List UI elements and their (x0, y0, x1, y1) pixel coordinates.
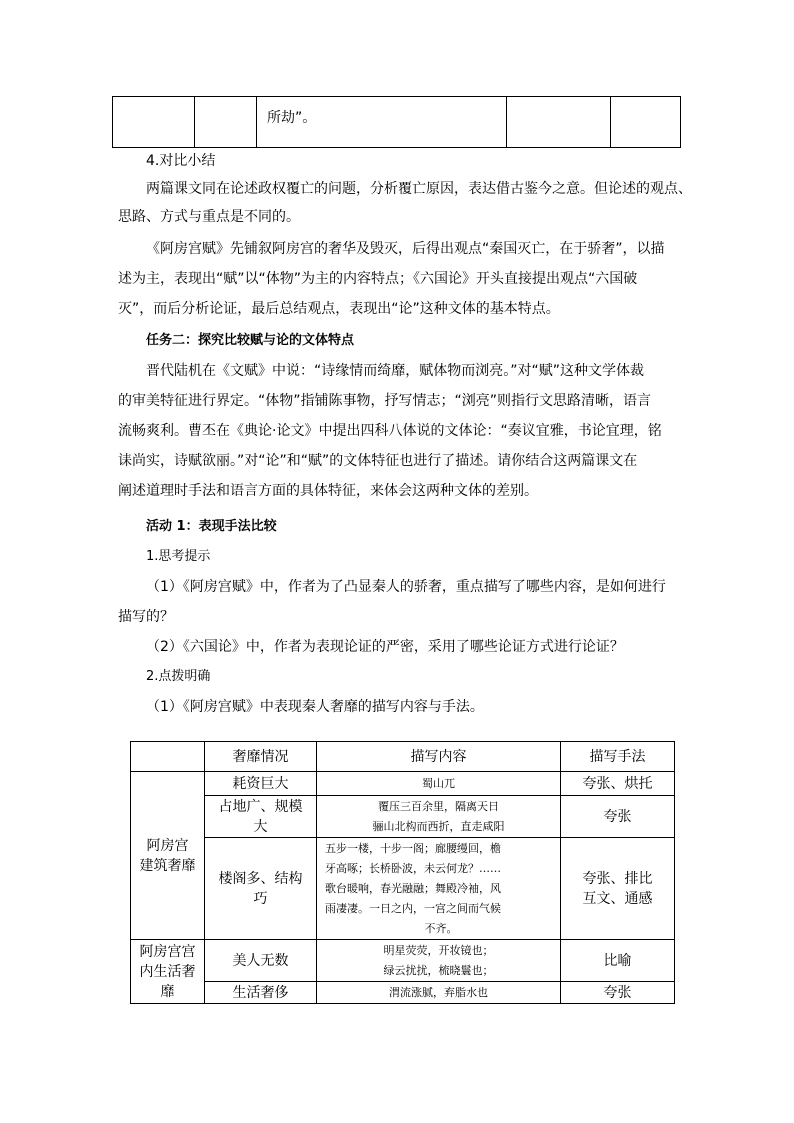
paragraph-line: 思路、方式与重点是不同的。 (118, 209, 300, 225)
group-line: 阿房宫宫 (139, 943, 196, 960)
table-cell (611, 97, 681, 148)
situation-text: 生活奢侈 (232, 984, 289, 1001)
content-text: 歌台暖响，春光融融；舞殿冷袖，风 (325, 881, 501, 895)
method-text: 夸张、烘托 (582, 775, 653, 792)
situation-text: 美人无数 (232, 952, 289, 969)
question-line: 描写的？ (118, 609, 174, 625)
group-line: 内生活奢 (139, 963, 196, 980)
method-text: 夸张 (603, 984, 632, 1001)
situation-text: 楼阁多、结构 (218, 870, 303, 887)
group-cell (131, 940, 205, 1004)
paragraph-line: 的审美特征进行界定。“体物”指铺陈事物，抒写情志；“浏亮”则指行文思路清晰，语言 (118, 393, 652, 409)
method-cell (561, 796, 675, 838)
paragraph-line: 流畅爽利。曹丕在《典论·论文》中提出四科八体说的文体论：“奏议宜雅，书论宜理，铭 (118, 423, 662, 439)
situation-text: 巧 (253, 890, 268, 907)
activity-heading: 活动 1：表现手法比较 (146, 519, 277, 534)
description-table (130, 741, 675, 1004)
group-cell (131, 772, 205, 940)
table-cell (507, 97, 611, 148)
group-line: 靡 (160, 983, 175, 1000)
content-text: 不齐。 (424, 921, 458, 935)
method-cell (561, 940, 675, 982)
sub-heading-line: （1）《阿房宫赋》中表现秦人奢靡的描写内容与手法。 (146, 699, 484, 715)
content-cell (317, 940, 561, 982)
question-line: （2）《六国论》中，作者为表现论证的严密，采用了哪些论证方式进行论证？ (146, 639, 624, 655)
method-text: 夸张、排比 (582, 870, 653, 887)
table-header-cell (131, 742, 205, 772)
section-heading: 4.对比小结 (146, 153, 216, 169)
content-text: 牙高啄；长桥卧波，未云何龙？…… (325, 861, 501, 875)
paragraph-line: 晋代陆机在《文赋》中说：“诗缘情而绮靡，赋体物而浏亮。”对“赋”这种文学体裁 (146, 363, 645, 379)
method-text: 夸张 (603, 808, 632, 825)
method-cell (561, 772, 675, 796)
content-text: 明星荧荧，开妆镜也； (383, 943, 494, 957)
continuation-table (112, 96, 681, 148)
group-line: 阿房宫 (146, 837, 189, 854)
method-text: 比喻 (603, 952, 632, 969)
situation-cell (205, 982, 317, 1004)
content-text: 渭流涨腻，弃脂水也 (389, 985, 488, 999)
method-cell (561, 982, 675, 1004)
table-header-cell: 描写内容 (317, 742, 561, 772)
method-cell (561, 838, 675, 940)
content-text: 雨凄凄。一日之内，一宫之间而气候 (325, 901, 501, 915)
situation-cell (205, 838, 317, 940)
content-cell (317, 772, 561, 796)
paragraph-line: 阐述道理时手法和语言方面的具体特征，来体会这两种文体的差别。 (118, 483, 538, 499)
content-text: 骊山北构而西折，直走咸阳 (372, 819, 505, 833)
question-line: （1）《阿房宫赋》中，作者为了凸显秦人的骄奢，重点描写了哪些内容，是如何进行 (146, 579, 666, 595)
content-text: 绿云扰扰，梳晓鬟也； (383, 963, 494, 977)
table-cell-text: 所劫”。 (257, 97, 507, 148)
content-text: 覆压三百余里，隔离天日 (378, 799, 499, 813)
table-cell (113, 97, 195, 148)
table-header-cell: 奢靡情况 (205, 742, 317, 772)
table-header-cell: 描写手法 (561, 742, 675, 772)
content-cell (317, 838, 561, 940)
content-cell (317, 796, 561, 838)
situation-text: 占地广、规模 (218, 798, 303, 815)
situation-text: 耗资巨大 (232, 775, 289, 792)
paragraph-line: 《阿房宫赋》先铺叙阿房宫的奢华及毁灭，后得出观点“秦国灭亡，在于骄奢”，以描 (146, 241, 665, 257)
paragraph-line: 灭”，而后分析论证，最后总结观点，表现出“论”这种文体的基本特点。 (118, 301, 560, 317)
situation-cell (205, 796, 317, 838)
paragraph-line: 两篇课文同在论述政权覆亡的问题，分析覆亡原因，表达借古鉴今之意。但论述的观点、 (146, 181, 692, 197)
content-text: 五步一楼，十步一阁；廊腰缦回，檐 (325, 841, 501, 855)
paragraph-line: 诔尚实，诗赋欲丽。”对“论”和“赋”的文体特征也进行了描述。请你结合这两篇课文在 (118, 453, 638, 469)
situation-text: 大 (253, 818, 268, 835)
group-line: 建筑奢靡 (139, 857, 196, 874)
paragraph-line: 述为主，表现出“赋”以“体物”为主的内容特点；《六国论》开头直接提出观点“六国破 (118, 271, 638, 287)
content-cell (317, 982, 561, 1004)
table-cell (195, 97, 257, 148)
situation-cell (205, 940, 317, 982)
subheading: 1.思考提示 (146, 549, 211, 564)
task-heading: 任务二：探究比较赋与论的文体特点 (146, 333, 355, 348)
content-text: 蜀山兀 (422, 776, 455, 790)
method-text: 互文、通感 (582, 890, 653, 907)
subheading: 2.点拨明确 (146, 669, 211, 684)
situation-cell (205, 772, 317, 796)
